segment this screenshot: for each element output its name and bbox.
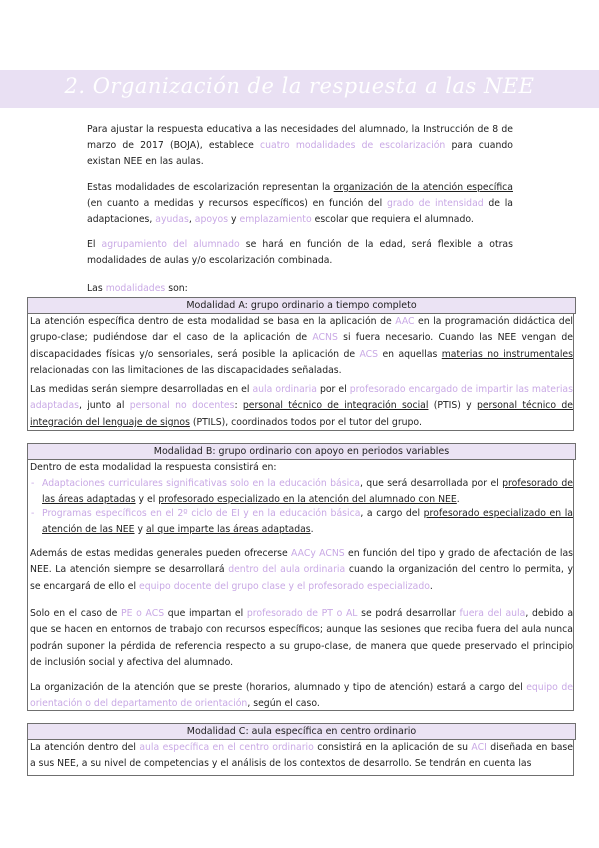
highlight-text: PE o ACS <box>121 608 165 619</box>
intro-paragraph-2 <box>87 180 513 229</box>
text: (PTILS), coordinados todos por el tutor del grupo. <box>189 416 422 428</box>
highlight-text: aula ordinaria <box>252 384 317 395</box>
highlight-text: personal no docentes <box>129 400 235 412</box>
text: y <box>228 214 240 226</box>
text: y <box>134 524 146 536</box>
modalidad-c-paragraph-1 <box>30 740 573 773</box>
highlight-text: Programas específicos en el 2º ciclo de EI y en la educación básica <box>42 508 361 519</box>
highlight-text: AACy ACNS <box>291 548 345 559</box>
highlight-text: aula específica en el centro ordinario <box>139 742 314 753</box>
modalidad-b-intro: Dentro de esta modalidad la respuesta consistirá en: <box>30 462 277 473</box>
text: Estas modalidades de escolarización representan la <box>87 182 334 193</box>
underlined-text: profesorado especializado en la atención de las NEE <box>42 508 573 536</box>
highlight-text: ACNS <box>312 332 338 344</box>
text: cuando la organización del centro lo permita, y se encargará de ello el <box>30 564 573 592</box>
underlined-text: al que imparte las áreas adaptadas <box>145 524 311 536</box>
highlight-text: apoyos <box>194 214 229 226</box>
text: Para ajustar la respuesta educativa a las necesidades del alumnado, la Instrucción de 8 de marzo de 2017 (BOJA), establece <box>87 124 513 152</box>
text: consistirá en la aplicación de su <box>313 742 472 753</box>
text: , que será desarrollada por el <box>359 478 503 489</box>
text: (PTIS) y <box>428 400 477 412</box>
dash-marker: - <box>31 508 35 519</box>
text: , a cargo del <box>360 508 424 519</box>
text: . <box>456 494 460 506</box>
highlight-text: agrupamiento del alumnado <box>101 239 240 250</box>
text: se hará en función de la edad, será flexible a otras modalidades de aulas y/o escolarización combinada. <box>87 239 513 267</box>
dash-marker: - <box>31 478 35 489</box>
text: La organización de la atención que se preste (horarios, alumnado y tipo de atención) estará a cargo del <box>30 682 527 693</box>
text: por el <box>316 384 350 395</box>
text: Además de estas medidas generales pueden ofrecerse <box>30 548 292 559</box>
highlight-text: Adaptaciones curriculares significativas solo en la educación básica <box>42 478 360 489</box>
highlight-text: grado de intensidad <box>386 198 484 210</box>
modalidad-b-bullet-2 <box>31 506 573 539</box>
text: se podrá desarrollar <box>357 608 460 619</box>
text: si fuera necesario. Cuando las NEE vengan de discapacidades físicas y/o sensoriales, será posible la aplicación de <box>30 332 573 360</box>
text: diseñada en base a sus NEE, a su nivel de competencias y el análisis de los contextos de desarrollo. Se tendrán en cuenta las <box>30 742 573 770</box>
highlight-text: emplazamiento <box>239 214 312 226</box>
highlight-text: profesorado encargado de impartir las materias adaptadas <box>30 384 573 412</box>
text: y el <box>135 494 159 506</box>
highlight-text: ACS <box>359 348 379 360</box>
text: , debido a que se hacen en entornos de trabajo con recursos específicos; aunque las sesiones que reciba fuera del aula nunca podrán suponer la pérdida de referencia respecto a su grupo-clase, de manera que quede preservado el principio de inclusión social y afectiva del alumnado. <box>30 608 574 669</box>
text: de la adaptaciones, <box>87 198 514 226</box>
modalidad-b-paragraph-2 <box>30 606 573 672</box>
intro-paragraph-4 <box>87 281 513 297</box>
text: La atención específica dentro de esta modalidad se basa en la aplicación de <box>30 316 396 327</box>
highlight-text: fuera del aula <box>459 608 526 619</box>
modalidad-a-paragraph-2 <box>30 382 573 431</box>
highlight-text: cuatro modalidades de escolarización <box>260 140 446 152</box>
text: , <box>188 214 195 226</box>
highlight-text: equipo de orientación o del departamento de orientación <box>30 682 574 710</box>
underlined-text: organización de la atención específica <box>333 182 513 193</box>
text: Las <box>87 283 106 294</box>
intro-paragraph-3 <box>87 237 513 269</box>
highlight-text: ACI <box>471 742 487 753</box>
text: (en cuanto a medidas y recursos específicos) en función del <box>87 198 387 210</box>
text: , junto al <box>78 400 130 412</box>
text: Solo en el caso de <box>30 608 122 619</box>
text: son: <box>165 283 188 294</box>
modalidad-a-paragraph-1 <box>30 314 573 380</box>
text: para cuando existan NEE en las aulas. <box>87 140 513 168</box>
text: escolar que requiera el alumnado. <box>311 214 474 226</box>
title-banner <box>0 70 599 108</box>
underlined-text: profesorado de las áreas adaptadas <box>42 478 573 506</box>
modalidad-a-heading: Modalidad A: grupo ordinario a tiempo completo <box>27 297 576 314</box>
text: en aquellas <box>378 348 442 360</box>
modalidad-b-paragraph-3 <box>30 680 573 713</box>
highlight-text: equipo docente del grupo clase y el profesorado especializado <box>139 580 430 592</box>
modalidad-b-heading: Modalidad B: grupo ordinario con apoyo en periodos variables <box>27 443 576 460</box>
text: , según el caso. <box>247 698 320 710</box>
underlined-text: personal técnico de integración social <box>242 400 429 412</box>
text: . <box>310 524 314 536</box>
text: en función del tipo y grado de afectación de las NEE. La atención siempre se desarrollará <box>30 548 573 576</box>
intro-paragraph-1 <box>87 122 513 171</box>
modalidad-b-paragraph-1 <box>30 546 573 595</box>
text: : <box>234 400 243 412</box>
underlined-text: profesorado especializado en la atención del alumnado con NEE <box>158 494 457 506</box>
text: relacionadas con las limitaciones de las discapacidades señaladas. <box>30 365 342 377</box>
text: que impartan el <box>164 608 247 619</box>
modalidad-b-bullet-1 <box>31 476 573 509</box>
modalidad-c-heading: Modalidad C: aula específica en centro ordinario <box>27 723 576 740</box>
text: . <box>429 580 433 592</box>
text: La atención dentro del <box>30 742 140 753</box>
page-title: 2. Organización de la respuesta a las NEE <box>64 74 535 98</box>
underlined-text: personal técnico de integración del lenguaje de signos <box>30 400 573 428</box>
highlight-text: profesorado de PT o AL <box>246 608 358 619</box>
highlight-text: dentro del aula ordinaria <box>228 564 346 576</box>
text: en la programación didáctica del grupo-clase; pudiéndose dar el caso de la aplicación de <box>30 316 573 344</box>
text: El <box>87 239 102 250</box>
highlight-text: modalidades <box>105 283 166 294</box>
text: Las medidas serán siempre desarrolladas en el <box>30 384 253 395</box>
highlight-text: AAC <box>395 316 415 327</box>
highlight-text: ayudas <box>155 214 189 226</box>
underlined-text: materias no instrumentales <box>441 348 573 360</box>
